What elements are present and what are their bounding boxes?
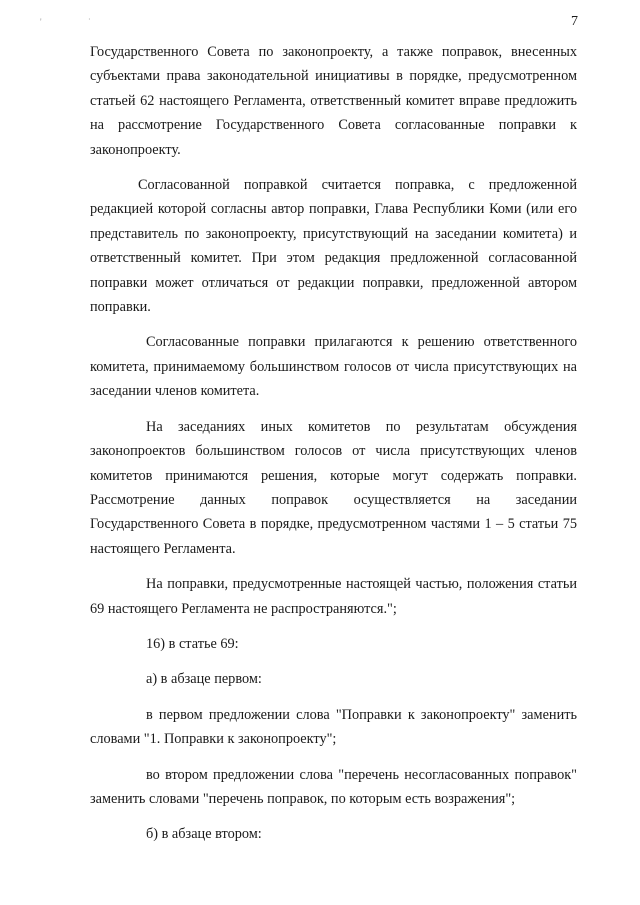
- paragraph-6: 16) в статье 69:: [146, 635, 239, 652]
- paragraph-9: во втором предложении слова "перечень несогласованных поправок" заменить словами "перечень поправок, по которым есть возражения";: [90, 766, 577, 807]
- paragraph-5: На поправки, предусмотренные настоящей частью, положения статьи 69 настоящего Регламента не распространяются.";: [90, 576, 577, 617]
- paragraph-3: Согласованные поправки прилагаются к решению ответственного комитета, принимаемому большинством голосов от числа присутствующих на заседании членов комитета.: [90, 334, 577, 400]
- paragraph-4: На заседаниях иных комитетов по результатам обсуждения законопроектов большинством голосов от числа присутствующих членов комитетов принимаются решения, которые могут содержать поправки. Рассмотрение данных поправок осуществляется на заседании Государственного Совета в порядке, предусмотренном частями 1 – 5 статьи 75 настоящего Регламента.: [90, 418, 577, 557]
- paragraph-8: в первом предложении слова "Поправки к законопроекту" заменить словами "1. Поправки к законопроекту";: [90, 706, 577, 748]
- document-body: [90, 40, 577, 849]
- paragraph-2: Согласованной поправкой считается поправка, с предложенной редакцией которой согласны автор поправки, Глава Республики Коми (или его представитель по законопроекту, присутствующий на заседании комитета) и ответственный комитет. При этом редакция предложенной согласованной поправки может отличаться от редакции поправки, предложенной автором поправки.: [90, 177, 577, 316]
- paragraph-1: Государственного Совета по законопроекту, а также поправок, внесенных субъектами права законодательной инициативы в порядке, предусмотренном статьей 62 настоящего Регламента, ответственный комитет вправе предложить на рассмотрение Государственного Совета согласованные поправки к законопроекту.: [90, 44, 577, 158]
- paragraph-7: а) в абзаце первом:: [146, 671, 262, 688]
- scan-marks: ' ˙: [40, 17, 113, 27]
- paragraph-10: б) в абзаце втором:: [146, 826, 262, 843]
- page-number: 7: [571, 14, 578, 29]
